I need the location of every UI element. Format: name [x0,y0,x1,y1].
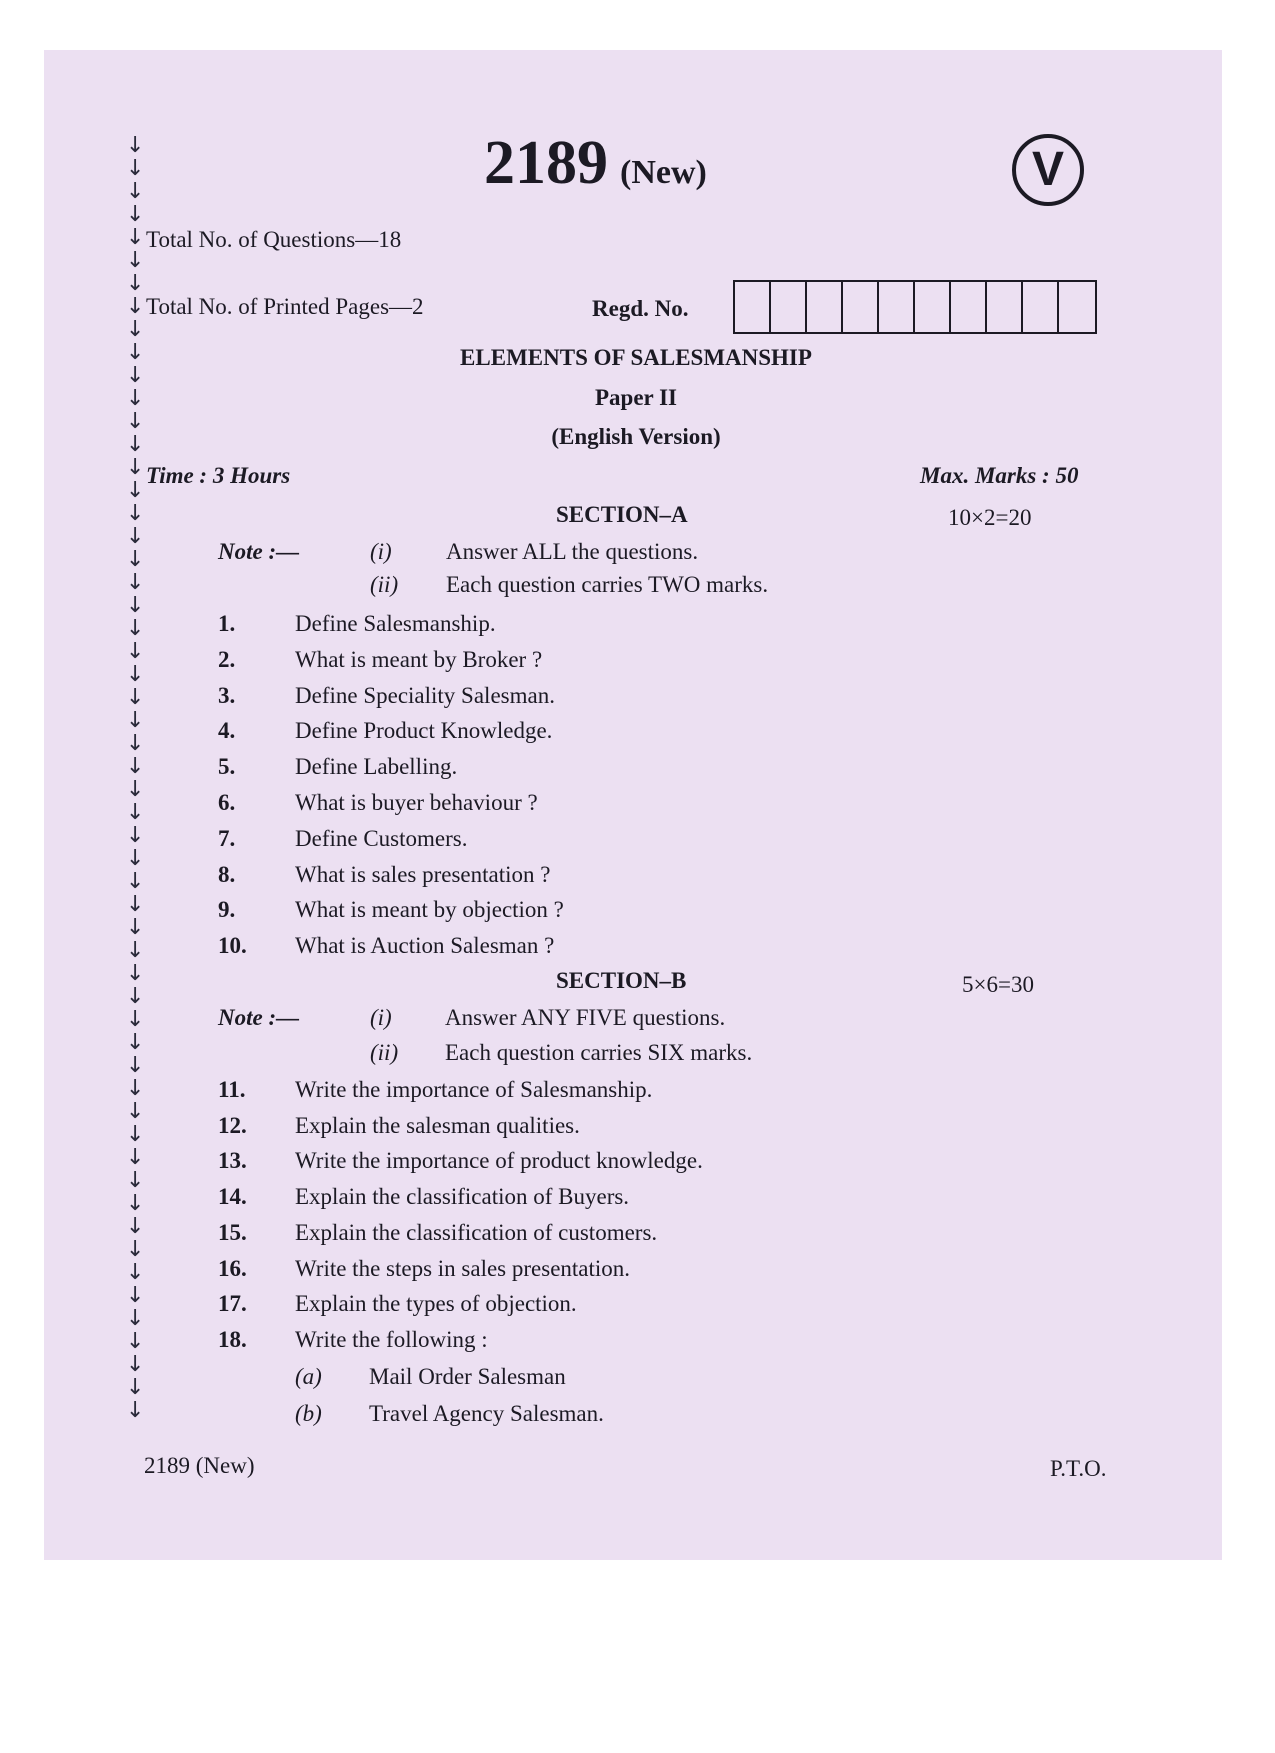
margin-arrow: ↓ [126,1099,145,1124]
regd-number-boxes [733,280,1097,334]
note-text: Each question carries SIX marks. [445,1040,753,1065]
note-text: Answer ANY FIVE questions. [445,1005,726,1030]
question-number: 2. [218,646,236,672]
margin-arrow: ↓ [126,1007,145,1032]
margin-arrow: ↓ [126,915,145,940]
margin-arrow: ↓ [126,386,145,411]
margin-arrow: ↓ [126,800,145,825]
margin-arrows [126,134,146,1422]
margin-arrow: ↓ [126,708,145,733]
question-number: 18. [218,1326,247,1352]
footer-pto: P.T.O. [1050,1456,1107,1481]
margin-arrow: ↓ [126,1398,145,1423]
set-letter-badge: V [1012,134,1084,206]
margin-arrow: ↓ [126,248,145,273]
question-text: Define Customers. [295,825,468,851]
section-a-marks: 10×2=20 [948,505,1032,530]
margin-arrow: ↓ [126,1145,145,1170]
language-version: (English Version) [551,424,721,449]
question-number: 12. [218,1112,247,1138]
question-text: What is buyer behaviour ? [295,790,538,815]
question-text: Define Product Knowledge. [295,718,553,744]
regd-digit-box [1023,282,1059,332]
margin-arrow: ↓ [126,777,145,802]
question-text: Define Labelling. [295,754,458,780]
subject-title: ELEMENTS OF SALESMANSHIP [460,345,812,370]
margin-arrow: ↓ [126,662,145,687]
question-text: Explain the classification of Buyers. [295,1184,630,1210]
paper-code: 2189 [484,129,608,197]
margin-arrow: ↓ [126,1306,145,1331]
question-number: 17. [218,1291,247,1317]
regd-digit-box [879,282,915,332]
note-number: (ii) [370,572,399,597]
note-number: (i) [370,1005,392,1030]
margin-arrow: ↓ [126,1329,145,1354]
margin-arrow: ↓ [126,1260,145,1285]
question-number: 16. [218,1255,247,1281]
question-text: What is meant by Broker ? [295,646,543,672]
sub-part-number: (b) [295,1401,322,1426]
question-number: 6. [218,790,236,815]
margin-arrow: ↓ [126,524,145,549]
margin-arrow: ↓ [126,432,145,457]
question-text: What is Auction Salesman ? [295,933,555,959]
margin-arrow: ↓ [126,593,145,618]
question-text: Write the following : [295,1326,488,1352]
question-text: What is sales presentation ? [295,861,551,887]
margin-arrow: ↓ [126,317,145,342]
question-number: 7. [218,825,236,851]
margin-arrow: ↓ [126,340,145,365]
margin-arrow: ↓ [126,961,145,986]
margin-arrow: ↓ [126,501,145,526]
regd-digit-box [843,282,879,332]
regd-digit-box [915,282,951,332]
note-text: Each question carries TWO marks. [446,572,769,597]
regd-digit-box [735,282,771,332]
paper-version: (New) [620,154,707,191]
question-number: 13. [218,1148,247,1174]
margin-arrow: ↓ [126,179,145,204]
question-number: 5. [218,754,236,780]
paper-number: Paper II [595,385,677,410]
margin-arrow: ↓ [126,1375,145,1400]
margin-arrow: ↓ [126,869,145,894]
margin-arrow: ↓ [126,547,145,572]
time-allowed: Time : 3 Hours [146,463,291,488]
section-b-note-label: Note :— [218,1005,300,1030]
margin-arrow: ↓ [126,938,145,963]
margin-arrow: ↓ [126,1191,145,1216]
margin-arrow: ↓ [126,156,145,181]
margin-arrow: ↓ [126,363,145,388]
margin-arrow: ↓ [126,1283,145,1308]
question-number: 4. [218,718,236,744]
section-b-title: SECTION–B [556,968,687,993]
question-number: 15. [218,1219,247,1245]
section-b-marks: 5×6=30 [962,972,1034,997]
regd-digit-box [987,282,1023,332]
margin-arrow: ↓ [126,685,145,710]
question-text: What is meant by objection ? [295,897,564,923]
question-text: Write the importance of Salesmanship. [295,1077,653,1102]
margin-arrow: ↓ [126,616,145,641]
margin-arrow: ↓ [126,754,145,779]
footer-paper-code: 2189 (New) [144,1453,255,1478]
margin-arrow: ↓ [126,892,145,917]
regd-digit-box [1059,282,1095,332]
question-text: Write the importance of product knowledge. [295,1148,703,1174]
margin-arrow: ↓ [126,478,145,503]
note-text: Answer ALL the questions. [446,539,699,564]
question-text: Write the steps in sales presentation. [295,1255,631,1281]
margin-arrow: ↓ [126,570,145,595]
margin-arrow: ↓ [126,294,145,319]
margin-arrow: ↓ [126,225,145,250]
question-text: Explain the types of objection. [295,1291,577,1317]
note-number: (i) [370,539,392,564]
margin-arrow: ↓ [126,984,145,1009]
regd-digit-box [771,282,807,332]
margin-arrow: ↓ [126,1053,145,1078]
margin-arrow: ↓ [126,1214,145,1239]
max-marks: Max. Marks : 50 [920,463,1079,488]
margin-arrow: ↓ [126,271,145,296]
section-a-note-label: Note :— [218,539,300,564]
margin-arrow: ↓ [126,202,145,227]
question-text: Define Speciality Salesman. [295,682,555,708]
margin-arrow: ↓ [126,133,145,158]
question-number: 3. [218,682,236,708]
margin-arrow: ↓ [126,1352,145,1377]
margin-arrow: ↓ [126,639,145,664]
margin-arrow: ↓ [126,1076,145,1101]
margin-arrow: ↓ [126,1168,145,1193]
regd-digit-box [807,282,843,332]
margin-arrow: ↓ [126,1237,145,1262]
margin-arrow: ↓ [126,823,145,848]
paper-code-heading [484,128,707,199]
question-number: 9. [218,897,236,923]
question-number: 14. [218,1184,247,1210]
margin-arrow: ↓ [126,731,145,756]
sub-part-text: Mail Order Salesman [369,1364,566,1389]
margin-arrow: ↓ [126,846,145,871]
total-questions: Total No. of Questions—18 [146,227,402,252]
question-text: Explain the classification of customers. [295,1219,658,1245]
regd-label: Regd. No. [592,296,689,321]
question-number: 10. [218,933,247,959]
note-number: (ii) [370,1040,399,1065]
regd-digit-box [951,282,987,332]
question-text: Define Salesmanship. [295,611,496,636]
sub-part-text: Travel Agency Salesman. [369,1401,604,1426]
question-text: Explain the salesman qualities. [295,1112,580,1138]
section-a-title: SECTION–A [556,502,688,527]
margin-arrow: ↓ [126,455,145,480]
question-number: 11. [218,1077,246,1102]
question-number: 1. [218,611,236,636]
sub-part-number: (a) [295,1364,322,1389]
margin-arrow: ↓ [126,1030,145,1055]
margin-arrow: ↓ [126,409,145,434]
margin-arrow: ↓ [126,1122,145,1147]
question-number: 8. [218,861,236,887]
total-pages: Total No. of Printed Pages—2 [146,294,424,319]
